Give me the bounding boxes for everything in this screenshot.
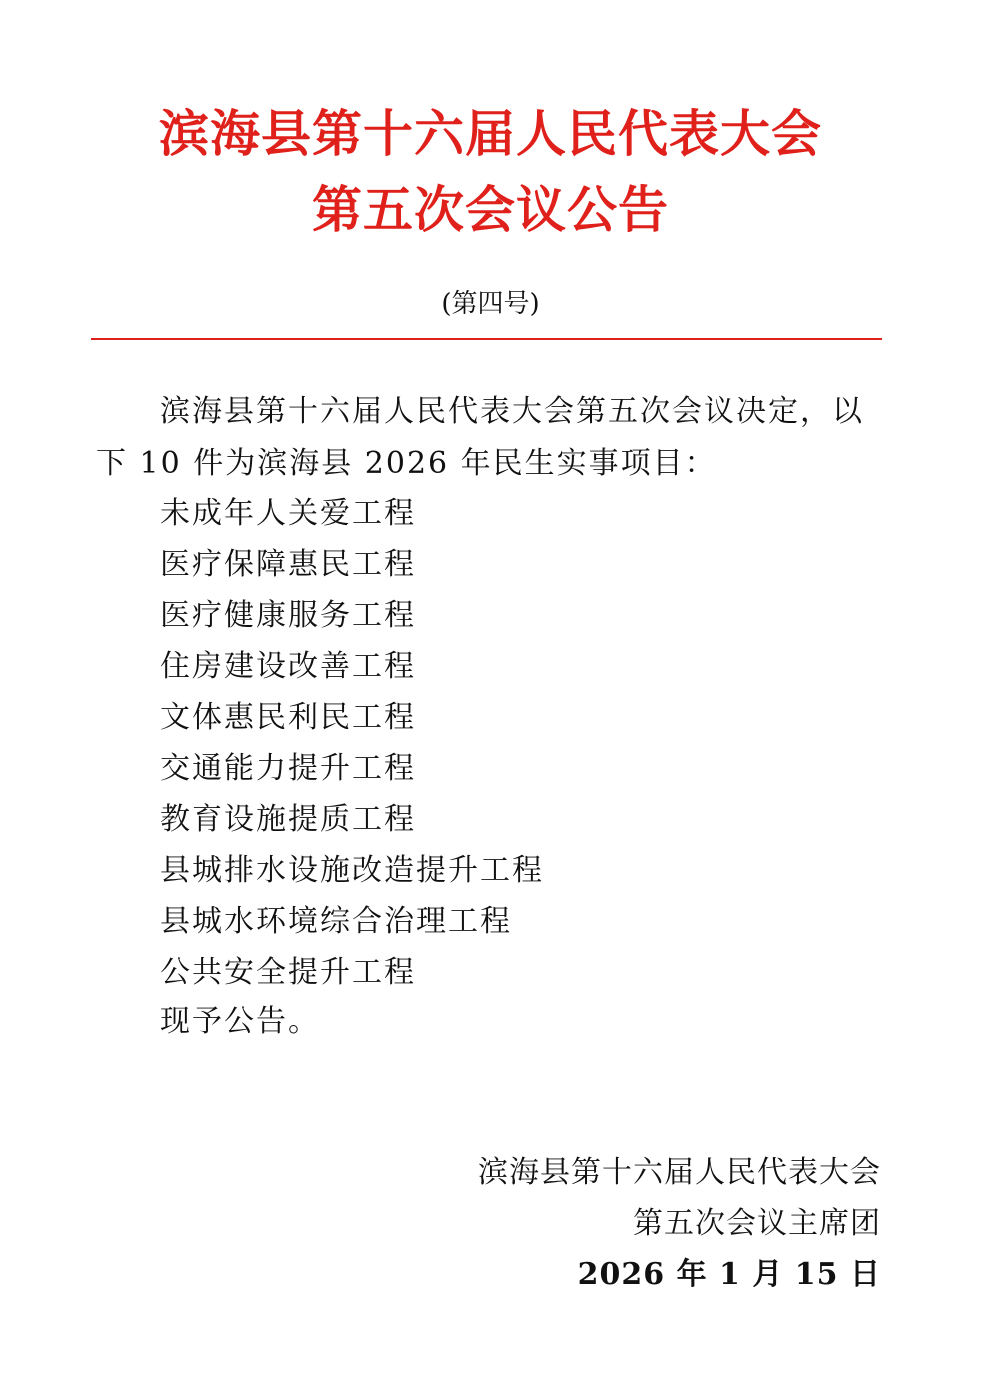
signature-org-line-1: 滨海县第十六届人民代表大会 (478, 1155, 881, 1190)
list-item: 住房建设改善工程 (160, 649, 416, 684)
list-item: 公共安全提升工程 (160, 955, 416, 990)
list-item: 教育设施提质工程 (160, 802, 416, 837)
list-item: 医疗保障惠民工程 (160, 547, 416, 582)
list-item: 文体惠民利民工程 (160, 700, 416, 735)
list-item: 交通能力提升工程 (160, 751, 416, 786)
title-line-2: 第五次会议公告 (312, 180, 669, 239)
list-item: 县城水环境综合治理工程 (160, 904, 512, 939)
title-line-1: 滨海县第十六届人民代表大会 (159, 104, 822, 163)
red-divider (91, 338, 882, 340)
intro-line-2: 下 10 件为滨海县 2026 年民生实事项目： (96, 446, 717, 481)
list-item: 医疗健康服务工程 (160, 598, 416, 633)
signature-date: 2026 年 1 月 15 日 (577, 1257, 881, 1292)
project-list (160, 492, 544, 1002)
intro-line-1: 滨海县第十六届人民代表大会第五次会议决定，以 (160, 394, 864, 429)
list-item: 县城排水设施改造提升工程 (160, 853, 544, 888)
signature-org-line-2: 第五次会议主席团 (633, 1206, 881, 1241)
list-item: 未成年人关爱工程 (160, 496, 416, 531)
closing-statement: 现予公告。 (160, 1004, 320, 1039)
document-number: (第四号) (441, 289, 540, 319)
